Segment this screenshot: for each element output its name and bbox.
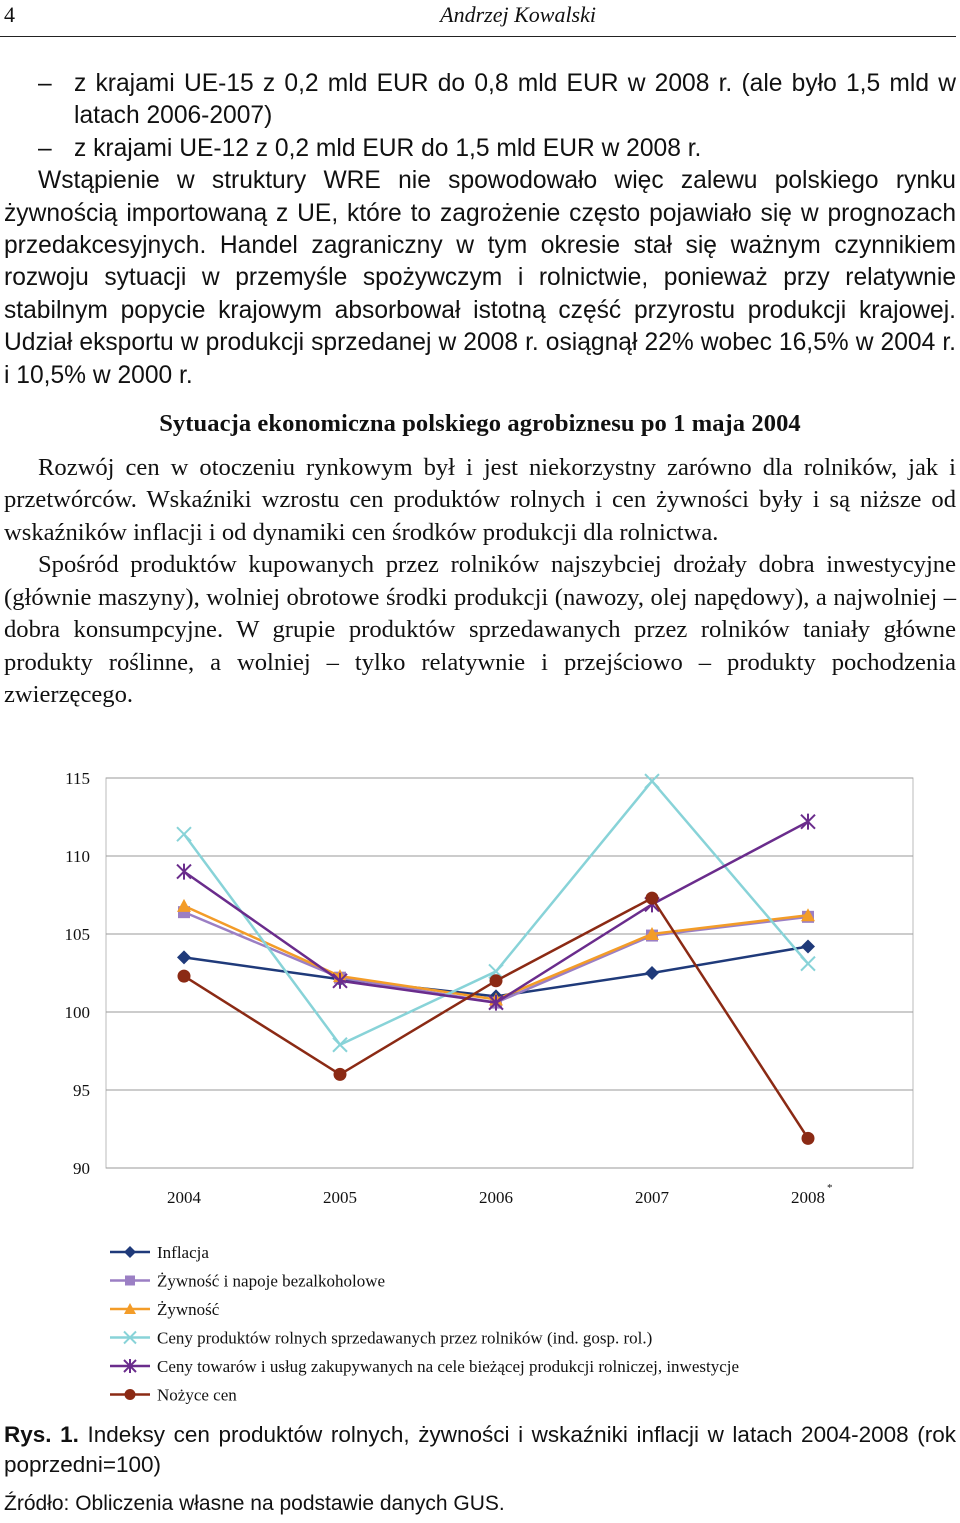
- x-tick-label: 2004: [167, 1188, 201, 1207]
- data-point: [801, 814, 815, 830]
- legend-label: Ceny towarów i usług zakupywanych na cele bieżącej produkcji rolniczej, inwestycje: [157, 1357, 740, 1376]
- data-point: [178, 970, 191, 983]
- data-point: [646, 892, 659, 905]
- y-tick-label: 95: [73, 1081, 90, 1100]
- data-point: [333, 1038, 347, 1052]
- dash-list-item: – z krajami UE-12 z 0,2 mld EUR do 1,5 mld EUR w 2008 r.: [38, 134, 702, 162]
- data-point: [177, 899, 191, 912]
- data-point: [801, 957, 815, 971]
- data-point: [645, 774, 659, 788]
- data-point: [177, 864, 191, 880]
- page-number: 4: [4, 2, 15, 27]
- body-text: [4, 68, 956, 711]
- data-point: [801, 939, 815, 953]
- running-head-author: Andrzej Kowalski: [440, 2, 596, 27]
- data-point: [334, 1068, 347, 1081]
- data-point: [177, 950, 191, 964]
- x-tick-footnote: *: [827, 1182, 833, 1194]
- legend-label: Ceny produktów rolnych sprzedawanych przez rolników (ind. gosp. rol.): [157, 1328, 653, 1348]
- y-tick-label: 105: [64, 925, 90, 944]
- y-tick-label: 115: [65, 769, 90, 788]
- paragraph: Rozwój cen w otoczeniu rynkowym był i jest niekorzystny zarówno dla rolników, jak i przetwórców. Wskaźniki wzrostu cen produktów rolnych i cen żywności były i są niższe od wskaźników inflacji i od dynamiki cen środków produkcji dla rolnictwa.: [4, 454, 956, 546]
- dash-list-item: – z krajami UE-15 z 0,2 mld EUR do 0,8 mld EUR w 2008 r. (ale było 1,5 mld w latach 2006-2007): [38, 70, 956, 130]
- legend-label: Żywność i napoje bezalkoholowe: [157, 1271, 386, 1291]
- x-tick-label: 2005: [323, 1188, 357, 1207]
- legend-marker: [125, 1389, 136, 1400]
- data-point: [177, 827, 191, 841]
- paragraph: Spośród produktów kupowanych przez rolników najszybciej drożały dobra inwestycyjne (głównie maszyny), wolniej obrotowe środki produkcji (nawozy, olej napędowy), a najwolniej – dobra konsumpcyjne. W grupie produktów sprzedawanych przez rolników taniały główne produkty roślinne, a wolniej – tylko relatywnie i przejściowo – produkty pochodzenia zwierzęcego.: [4, 551, 956, 708]
- figure-source: Źródło: Obliczenia własne na podstawie danych GUS.: [4, 1492, 505, 1515]
- x-tick-label: 2007: [635, 1188, 669, 1207]
- x-tick-label: 2008: [791, 1188, 825, 1207]
- legend-label: Inflacja: [157, 1243, 209, 1262]
- paragraph: Wstąpienie w struktury WRE nie spowodowało więc zalewu polskiego rynku żywnością importowaną z UE, które to zagrożenie często pojawiało się w prognozach przedakcesyjnych. Handel zagraniczny w tym okresie stał się ważnym czynnikiem rozwoju sytuacji w przemyśle spożywczym i rolnictwie, ponieważ przy relatywnie stabilnym popycie krajowym absorbował istotną część przyrostu produkcji krajowej. Udział eksportu w produkcji sprzedanej w 2008 r. osiągnął 22% wobec 16,5% w 2004 r. i 10,5% w 2000 r.: [4, 167, 956, 389]
- data-point: [645, 966, 659, 980]
- data-point: [490, 974, 503, 987]
- y-tick-label: 110: [65, 847, 90, 866]
- figure-caption-text: Indeksy cen produktów rolnych, żywności i wskaźniki inflacji w latach 2004-2008 (rok poprzedni=100): [4, 1422, 956, 1477]
- x-tick-label: 2006: [479, 1188, 513, 1207]
- figure-label: Rys. 1.: [4, 1422, 79, 1447]
- y-tick-label: 100: [64, 1003, 90, 1022]
- price-index-chart: [0, 760, 960, 1420]
- figure-caption: [4, 1420, 956, 1480]
- legend-marker: [124, 1246, 136, 1258]
- y-tick-label: 90: [73, 1159, 90, 1178]
- page-header: [0, 0, 956, 37]
- data-point: [802, 1132, 815, 1145]
- legend-label: Żywność: [157, 1300, 220, 1319]
- section-heading: Sytuacja ekonomiczna polskiego agrobiznesu po 1 maja 2004: [159, 410, 801, 438]
- legend-label: Nożyce cen: [157, 1385, 237, 1405]
- legend-marker: [125, 1276, 135, 1286]
